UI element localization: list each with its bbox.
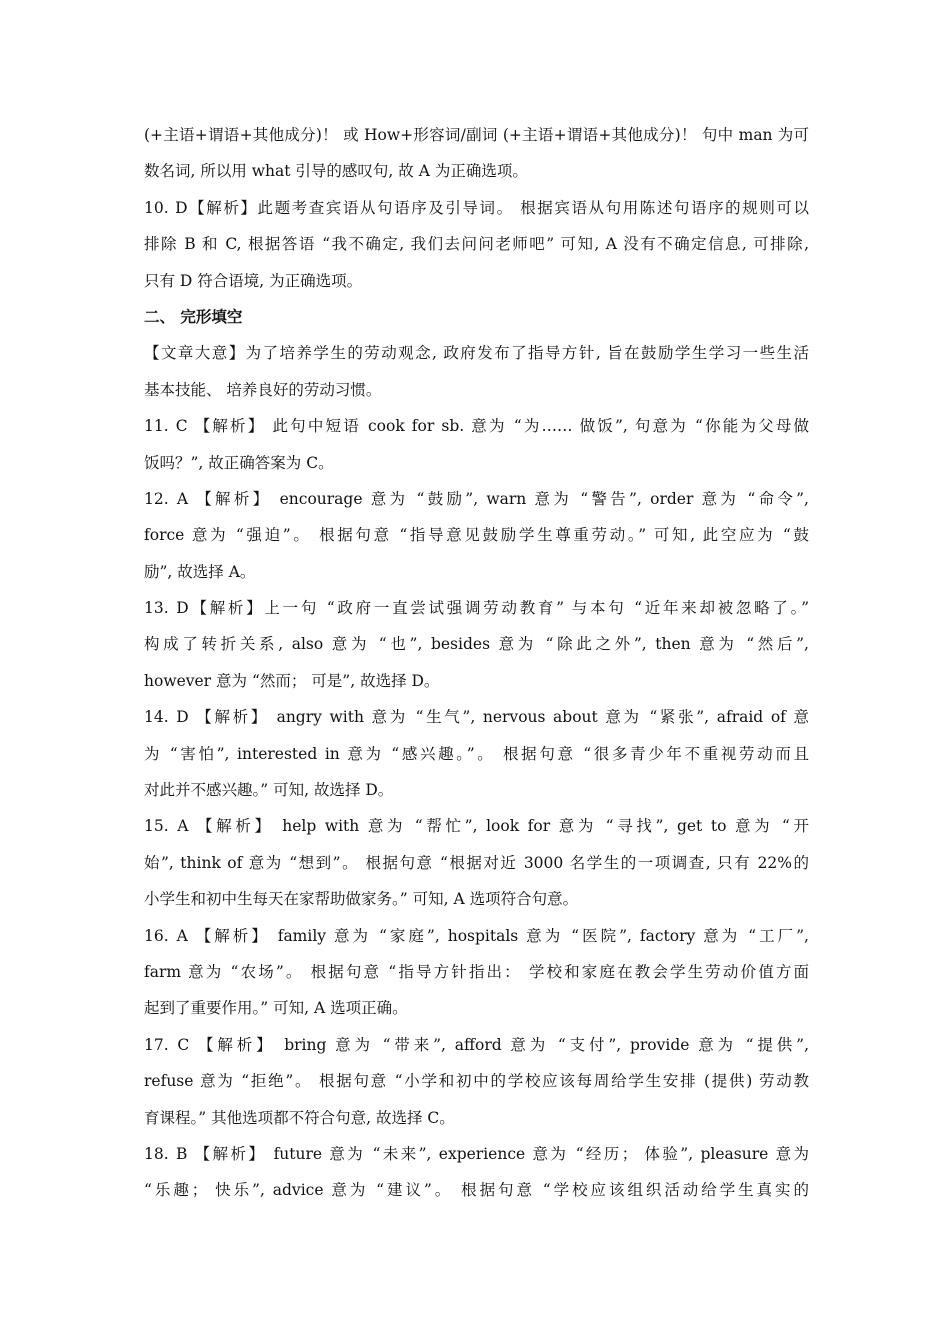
text-line: 10. D【解析】此题考查宾语从句语序及引导词。 根据宾语从句用陈述句语序的规则可以	[144, 198, 809, 217]
text-line: 12. A 【解析】 encourage 意为 “鼓励”, warn 意为 “警告”, order 意为 “命令”,	[144, 489, 809, 508]
text-line: 15. A 【解析】 help with 意为 “帮忙”, look for 意为 “寻找”, get to 意为 “开	[144, 817, 809, 836]
text-line: refuse 意为 “拒绝”。 根据句意 “小学和初中的学校应该每周给学生安排 (提供) 劳动教	[144, 1072, 809, 1091]
section-heading: 二、 完形填空	[144, 306, 243, 326]
text-line: 育课程。” 其他选项都不符合句意, 故选择 C。	[144, 1108, 455, 1127]
text-line: 小学生和初中生每天在家帮助做家务。” 可知, A 选项符合句意。	[144, 890, 579, 909]
text-line: 11. C 【解析】 此句中短语 cook for sb. 意为 “为…… 做饭”, 句意为 “你能为父母做	[144, 417, 809, 436]
text-line: however 意为 “然而； 可是”, 故选择 D。	[144, 671, 440, 690]
text-line: 基本技能、 培养良好的劳动习惯。	[144, 380, 382, 399]
text-line: 为 “害怕”, interested in 意为 “感兴趣。”。 根据句意 “很多青少年不重视劳动而且	[144, 744, 809, 763]
text-line: 16. A 【解析】 family 意为 “家庭”, hospitals 意为 “医院”, factory 意为 “工厂”,	[144, 926, 809, 945]
text-line: 对此并不感兴趣。” 可知, 故选择 D。	[144, 781, 394, 800]
text-line: 饭吗？”, 故正确答案为 C。	[144, 453, 334, 472]
text-line: 17. C 【解析】 bring 意为 “带来”, afford 意为 “支付”, provide 意为 “提供”,	[144, 1035, 809, 1054]
text-line: 构成了转折关系, also 意为 “也”, besides 意为 “除此之外”, then 意为 “然后”,	[144, 635, 809, 654]
answer-explanation-text	[144, 117, 809, 1209]
text-line: 【文章大意】为了培养学生的劳动观念, 政府发布了指导方针, 旨在鼓励学生学习一些生活	[144, 344, 809, 363]
text-line: 排除 B 和 C, 根据答语 “我不确定, 我们去问问老师吧” 可知, A 没有不确定信息, 可排除,	[144, 235, 809, 254]
text-line: (+主语+谓语+其他成分)！ 或 How+形容词/副词 (+主语+谓语+其他成分)！ 句中 man 为可	[144, 126, 809, 144]
text-line: 数名词, 所以用 what 引导的感叹句, 故 A 为正确选项。	[144, 162, 528, 181]
text-line: 起到了重要作用。” 可知, A 选项正确。	[144, 999, 408, 1018]
text-line: 励”, 故选择 A。	[144, 562, 256, 581]
text-line: 14. D 【解析】 angry with 意为 “生气”, nervous about 意为 “紧张”, afraid of 意	[144, 708, 809, 727]
text-line: 13. D【解析】上一句 “政府一直尝试强调劳动教育” 与本句 “近年来却被忽略了。”	[144, 599, 809, 618]
text-line: force 意为 “强迫”。 根据句意 “指导意见鼓励学生尊重劳动。” 可知, 此空应为 “鼓	[144, 526, 809, 545]
text-line: 18. B 【解析】 future 意为 “未来”, experience 意为 “经历； 体验”, pleasure 意为	[144, 1144, 809, 1163]
text-line: 只有 D 符合语境, 为正确选项。	[144, 271, 363, 290]
text-line: 始”, think of 意为 “想到”。 根据句意 “根据对近 3000 名学生的一项调查, 只有 22%的	[144, 853, 809, 872]
text-line: farm 意为 “农场”。 根据句意 “指导方针指出： 学校和家庭在教会学生劳动价值方面	[144, 962, 809, 981]
text-line: “乐趣； 快乐”, advice 意为 “建议”。 根据句意 “学校应该组织活动给学生真实的	[144, 1181, 809, 1200]
